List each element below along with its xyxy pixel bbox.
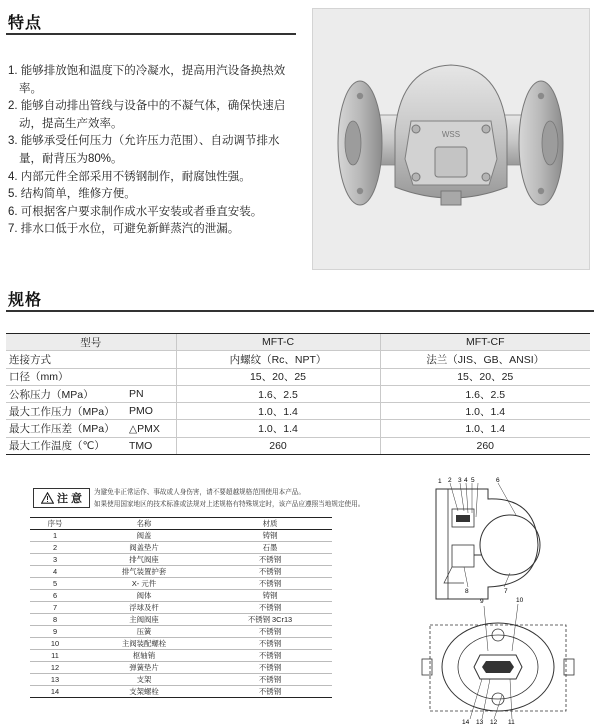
part-material: 不锈钢 [208,578,332,590]
spec-row [6,420,590,437]
part-no: 8 [30,614,80,626]
callout-12: 12 [490,719,498,725]
parts-row [30,566,332,578]
part-no: 2 [30,542,80,554]
part-no: 13 [30,674,80,686]
callout-10: 10 [516,597,524,604]
caution-notes [94,487,364,511]
spec-row-symbol: PN [126,385,176,402]
part-no: 10 [30,638,80,650]
part-name: 支架 [80,674,208,686]
steam-trap-illustration [313,9,589,269]
spec-row-label: 口径（mm） [6,368,126,385]
body-mark: WSS [441,130,461,139]
part-material: 不锈钢 [208,662,332,674]
part-material: 不锈钢 3Cr13 [208,614,332,626]
part-name: 阀体 [80,590,208,602]
part-material: 不锈钢 [208,638,332,650]
parts-header-material: 材质 [208,518,332,530]
features-divider [6,33,296,35]
callout-13: 13 [476,719,484,725]
cross-section-diagram [418,475,588,728]
part-material: 不锈钢 [208,650,332,662]
spec-row-value-2: 15、20、25 [380,368,590,385]
parts-row [30,530,332,542]
part-no: 7 [30,602,80,614]
callout-3: 3 [458,477,462,484]
part-material: 不锈钢 [208,626,332,638]
spec-row-value-1: 260 [176,437,380,454]
callout-4: 4 [464,477,468,484]
part-name: 枢轴销 [80,650,208,662]
part-no: 5 [30,578,80,590]
feature-item: 2. 能够自动排出管线与设备中的不凝气体，确保快速启动，提高生产效率。 [8,100,286,130]
spec-row-symbol: PMO [126,403,176,420]
warning-triangle-icon [41,492,54,504]
caution-label: 注 意 [56,493,83,505]
parts-row [30,650,332,662]
spec-header-label: 型号 [6,334,176,351]
part-name: 阀盖垫片 [80,542,208,554]
callout-11: 11 [508,719,515,725]
parts-row [30,554,332,566]
part-no: 11 [30,650,80,662]
part-name: 弹簧垫片 [80,662,208,674]
spec-row [6,437,590,454]
part-name: 排气阀座 [80,554,208,566]
callout-5: 5 [471,477,475,484]
part-name: 主阀阀座 [80,614,208,626]
spec-row-value-2: 1.0、1.4 [380,420,590,437]
spec-table [6,333,590,455]
part-name: X- 元件 [80,578,208,590]
feature-item: 1. 能够排放饱和温度下的冷凝水，提高用汽设备换热效率。 [8,65,286,95]
spec-divider [6,310,594,312]
spec-row [6,368,590,385]
parts-table [30,517,332,698]
spec-row-value-1: 1.0、1.4 [176,420,380,437]
spec-row-value-2: 1.6、2.5 [380,385,590,402]
feature-item: 5. 结构简单，维修方便。 [8,188,136,201]
caution-line: 为避免非正常运作、事故或人身伤害，请不要超越规格范围使用本产品。 [94,489,305,496]
parts-row [30,638,332,650]
callout-7: 7 [504,588,508,595]
part-name: 阀盖 [80,530,208,542]
spec-row-value-2: 法兰（JIS、GB、ANSI） [380,351,590,368]
caution-line: 如果使用国家地区的技术标准或法规对上述规格有特殊规定时，该产品应遵照当地规定使用。 [94,501,365,508]
spec-header-row [6,334,590,351]
parts-row [30,674,332,686]
part-name: 支架螺栓 [80,686,208,698]
cross-section-drawing [418,475,588,725]
part-material: 铸钢 [208,590,332,602]
feature-item: 3. 能够承受任何压力（允许压力范围）、自动调节排水量，耐背压为80%。 [8,135,280,165]
spec-row-value-2: 260 [380,437,590,454]
spec-header-model-2: MFT-CF [380,334,590,351]
parts-row [30,590,332,602]
callout-1: 1 [438,478,442,485]
features-heading: 特点 [8,15,43,32]
parts-header-name: 名称 [80,518,208,530]
spec-row-value-1: 内螺纹（Rc、NPT） [176,351,380,368]
spec-row-value-2: 1.0、1.4 [380,403,590,420]
parts-row [30,542,332,554]
spec-row-label: 最大工作压力（MPa） [6,403,126,420]
part-material: 石墨 [208,542,332,554]
part-material: 不锈钢 [208,566,332,578]
spec-row-value-1: 15、20、25 [176,368,380,385]
parts-row [30,614,332,626]
caution-badge [33,488,90,508]
parts-header-no: 序号 [30,518,80,530]
spec-row-label: 最大工作压差（MPa） [6,420,126,437]
callout-9: 9 [480,598,484,605]
spec-row-symbol: △PMX [126,420,176,437]
spec-row-label: 最大工作温度（℃） [6,437,126,454]
spec-row [6,351,590,368]
callout-6: 6 [496,477,500,484]
feature-item: 6. 可根据客户要求制作成水平安装或者垂直安装。 [8,205,263,218]
part-material: 不锈钢 [208,602,332,614]
part-material: 不锈钢 [208,686,332,698]
part-no: 3 [30,554,80,566]
parts-row [30,662,332,674]
spec-row-value-1: 1.6、2.5 [176,385,380,402]
spec-row-symbol [126,368,176,385]
feature-item: 4. 内部元件全部采用不锈钢制作，耐腐蚀性强。 [8,170,251,183]
parts-row [30,602,332,614]
callout-2: 2 [448,477,452,484]
product-photo [312,8,590,270]
spec-row-label: 公称压力（MPa） [6,385,126,402]
parts-row [30,578,332,590]
spec-row-symbol: TMO [126,437,176,454]
feature-item: 7. 排水口低于水位，可避免新鲜蒸汽的泄漏。 [8,223,240,236]
part-material: 不锈钢 [208,674,332,686]
spec-row [6,403,590,420]
part-no: 9 [30,626,80,638]
spec-heading: 规格 [8,292,43,309]
part-no: 6 [30,590,80,602]
spec-row-value-1: 1.0、1.4 [176,403,380,420]
part-no: 1 [30,530,80,542]
part-name: 压簧 [80,626,208,638]
part-name: 主阀装配螺栓 [80,638,208,650]
features-list [8,63,293,239]
part-no: 4 [30,566,80,578]
spec-row-label: 连接方式 [6,351,126,368]
part-material: 铸钢 [208,530,332,542]
spec-header-model-1: MFT-C [176,334,380,351]
part-material: 不锈钢 [208,554,332,566]
spec-row [6,385,590,402]
spec-row-symbol [126,351,176,368]
parts-header-row [30,518,332,530]
part-no: 12 [30,662,80,674]
part-no: 14 [30,686,80,698]
callout-14: 14 [462,719,470,725]
part-name: 排气装置护套 [80,566,208,578]
part-name: 浮球及杆 [80,602,208,614]
callout-8: 8 [465,588,469,595]
parts-row [30,686,332,698]
parts-row [30,626,332,638]
